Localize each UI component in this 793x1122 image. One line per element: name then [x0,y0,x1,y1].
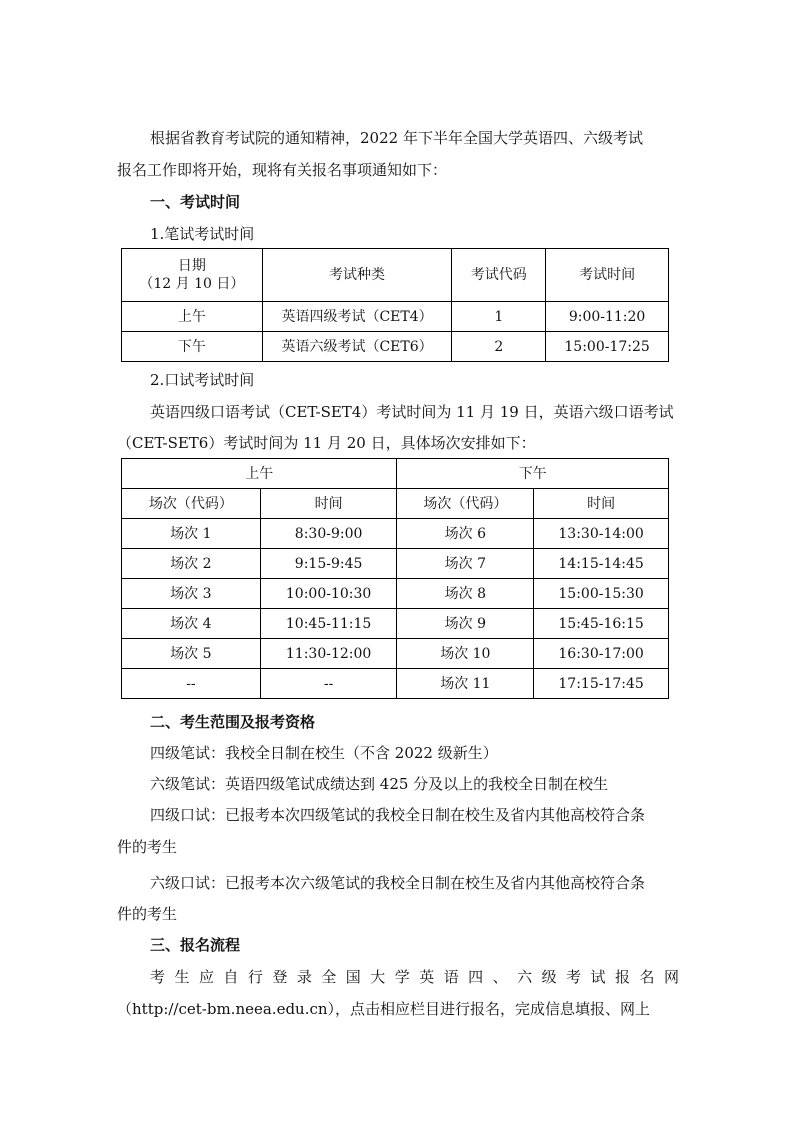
table-cell: 16:30-17:00 [534,639,669,669]
table-row [122,639,669,669]
table-row [122,519,669,549]
table-cell: 15:00-15:30 [534,579,669,609]
eligibility-cet6-oral-cont: 件的考生 [117,905,178,923]
written-exam-table [121,248,669,362]
table-cell: -- [122,669,261,699]
oral-text-line-2: （CET-SET6）考试时间为 11 月 20 日，具体场次安排如下： [117,434,536,452]
table-cell: 8:30-9:00 [260,519,397,549]
afternoon-header: 下午 [397,459,669,489]
eligibility-cet6-written: 六级笔试：英语四级笔试成绩达到 425 分及以上的我校全日制在校生 [150,775,609,793]
section2-heading: 二、考生范围及报考资格 [150,713,316,731]
table-cell: 9:00-11:20 [546,302,669,332]
intro-line-2: 报名工作即将开始，现将有关报名事项通知如下： [117,161,448,179]
eligibility-cet4-oral: 四级口试：已报考本次四级笔试的我校全日制在校生及省内其他高校符合条 [150,806,646,824]
table-cell: 场次 8 [397,579,534,609]
written-exam-subheading: 1.笔试考试时间 [150,225,255,243]
session-header: 场次（代码） [397,489,534,519]
table-cell: 11:30-12:00 [260,639,397,669]
table-cell: 17:15-17:45 [534,669,669,699]
section3-heading: 三、报名流程 [150,936,241,954]
morning-header: 上午 [122,459,397,489]
date-header-cell [122,249,263,302]
table-cell: 10:00-10:30 [260,579,397,609]
table-cell: 场次 1 [122,519,261,549]
section1-heading: 一、考试时间 [150,193,241,211]
table-cell: 15:00-17:25 [546,332,669,362]
table-cell: 下午 [122,332,263,362]
date-header-sub: （12 月 10 日） [139,276,245,292]
table-cell: 14:15-14:45 [534,549,669,579]
oral-text-line-1: 英语四级口语考试（CET-SET4）考试时间为 11 月 19 日，英语六级口语考试 [150,403,674,421]
table-row [122,609,669,639]
table-cell: 2 [452,332,546,362]
table-cell: 英语六级考试（CET6） [262,332,452,362]
date-header: 日期 [177,258,206,274]
table-cell: 15:45-16:15 [534,609,669,639]
exam-time-header: 考试时间 [546,249,669,302]
table-header-row [122,459,669,489]
registration-line-2: （http://cet-bm.neea.edu.cn），点击相应栏目进行报名，完成信息填报、网上 [117,1000,651,1018]
table-cell: 场次 7 [397,549,534,579]
table-cell: 13:30-14:00 [534,519,669,549]
table-cell: 9:15-9:45 [260,549,397,579]
table-cell: 1 [452,302,546,332]
table-cell: 10:45-11:15 [260,609,397,639]
table-row [122,669,669,699]
table-row [122,579,669,609]
session-header: 场次（代码） [122,489,261,519]
table-header-row [122,249,669,302]
eligibility-cet4-written: 四级笔试：我校全日制在校生（不含 2022 级新生） [150,744,498,762]
table-cell: 场次 6 [397,519,534,549]
table-cell: -- [260,669,397,699]
oral-exam-subheading: 2.口试考试时间 [150,371,255,389]
table-cell: 场次 3 [122,579,261,609]
oral-exam-table [121,458,669,699]
table-cell: 场次 4 [122,609,261,639]
time-header: 时间 [534,489,669,519]
table-row [122,302,669,332]
table-cell: 场次 11 [397,669,534,699]
registration-line-1: 考生应自行登录全国大学英语四、六级考试报名网 [150,968,679,986]
table-cell: 场次 2 [122,549,261,579]
exam-code-header: 考试代码 [452,249,546,302]
intro-line-1: 根据省教育考试院的通知精神，2022 年下半年全国大学英语四、六级考试 [150,129,643,147]
table-cell: 英语四级考试（CET4） [262,302,452,332]
exam-type-header: 考试种类 [262,249,452,302]
time-header: 时间 [260,489,397,519]
eligibility-cet6-oral: 六级口试：已报考本次六级笔试的我校全日制在校生及省内其他高校符合条 [150,874,646,892]
table-subheader-row [122,489,669,519]
table-row [122,332,669,362]
table-cell: 场次 10 [397,639,534,669]
eligibility-cet4-oral-cont: 件的考生 [117,838,178,856]
table-cell: 上午 [122,302,263,332]
table-cell: 场次 5 [122,639,261,669]
table-row [122,549,669,579]
table-cell: 场次 9 [397,609,534,639]
